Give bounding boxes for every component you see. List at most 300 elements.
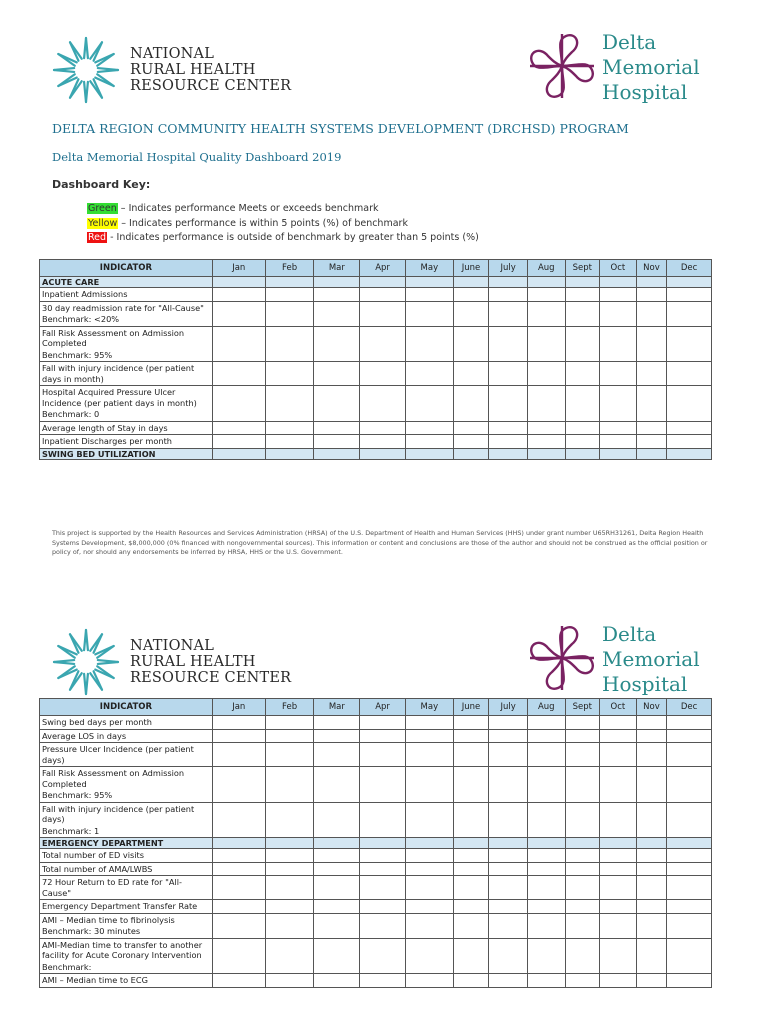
section-cell <box>405 277 453 288</box>
month-value-cell[interactable] <box>265 362 314 386</box>
month-value-cell[interactable] <box>314 288 360 302</box>
section-cell <box>360 838 406 849</box>
month-value-cell[interactable] <box>212 802 265 838</box>
month-value-cell[interactable] <box>405 301 453 326</box>
month-value-cell[interactable] <box>636 913 666 938</box>
section-cell <box>527 838 565 849</box>
month-value-cell[interactable] <box>565 386 600 422</box>
month-value-cell[interactable] <box>405 862 453 876</box>
indicator-cell <box>40 288 213 302</box>
month-value-cell[interactable] <box>667 802 712 838</box>
month-value-cell[interactable] <box>405 362 453 386</box>
month-value-cell[interactable] <box>489 716 528 730</box>
month-value-cell[interactable] <box>265 876 314 900</box>
section-cell <box>489 277 528 288</box>
month-value-cell[interactable] <box>360 876 406 900</box>
column-header-month: Oct <box>600 699 637 716</box>
month-value-cell[interactable] <box>265 386 314 422</box>
month-value-cell[interactable] <box>453 802 489 838</box>
indicator-cell <box>40 362 213 386</box>
month-value-cell[interactable] <box>360 435 406 449</box>
month-value-cell[interactable] <box>453 301 489 326</box>
month-value-cell[interactable] <box>360 729 406 743</box>
month-value-cell[interactable] <box>565 421 600 435</box>
column-header-month: Dec <box>667 260 712 277</box>
month-value-cell[interactable] <box>527 876 565 900</box>
table-row <box>40 974 712 988</box>
page-header <box>0 30 768 110</box>
month-value-cell[interactable] <box>667 974 712 988</box>
month-value-cell[interactable] <box>314 326 360 362</box>
month-value-cell[interactable] <box>565 767 600 803</box>
column-header-month: Dec <box>667 699 712 716</box>
column-header-month: Jan <box>212 260 265 277</box>
month-value-cell[interactable] <box>405 802 453 838</box>
month-value-cell[interactable] <box>489 849 528 863</box>
month-value-cell[interactable] <box>314 913 360 938</box>
month-value-cell[interactable] <box>405 435 453 449</box>
month-value-cell[interactable] <box>527 849 565 863</box>
page-header-2 <box>0 622 768 702</box>
month-value-cell[interactable] <box>600 301 637 326</box>
month-value-cell[interactable] <box>527 435 565 449</box>
nrhrc-logo <box>52 36 291 104</box>
month-value-cell[interactable] <box>527 743 565 767</box>
month-value-cell[interactable] <box>600 802 637 838</box>
month-value-cell[interactable] <box>565 900 600 914</box>
month-value-cell[interactable] <box>314 729 360 743</box>
month-value-cell[interactable] <box>212 938 265 974</box>
month-value-cell[interactable] <box>212 386 265 422</box>
column-header-month: Feb <box>265 699 314 716</box>
month-value-cell[interactable] <box>265 288 314 302</box>
month-value-cell[interactable] <box>405 900 453 914</box>
month-value-cell[interactable] <box>405 729 453 743</box>
month-value-cell[interactable] <box>600 326 637 362</box>
month-value-cell[interactable] <box>405 421 453 435</box>
month-value-cell[interactable] <box>667 743 712 767</box>
month-value-cell[interactable] <box>453 938 489 974</box>
table-header-row <box>40 699 712 716</box>
section-cell <box>314 838 360 849</box>
month-value-cell[interactable] <box>527 301 565 326</box>
month-value-cell[interactable] <box>667 900 712 914</box>
month-value-cell[interactable] <box>600 938 637 974</box>
table-row <box>40 421 712 435</box>
month-value-cell[interactable] <box>453 386 489 422</box>
month-value-cell[interactable] <box>667 729 712 743</box>
month-value-cell[interactable] <box>489 421 528 435</box>
section-label: EMERGENCY DEPARTMENT <box>40 838 213 849</box>
month-value-cell[interactable] <box>265 802 314 838</box>
month-value-cell[interactable] <box>265 435 314 449</box>
month-value-cell[interactable] <box>527 729 565 743</box>
month-value-cell[interactable] <box>453 767 489 803</box>
month-value-cell[interactable] <box>360 900 406 914</box>
month-value-cell[interactable] <box>565 802 600 838</box>
indicator-label: Total number of AMA/LWBS <box>42 863 153 874</box>
month-value-cell[interactable] <box>314 435 360 449</box>
month-value-cell[interactable] <box>453 900 489 914</box>
month-value-cell[interactable] <box>565 938 600 974</box>
month-value-cell[interactable] <box>667 767 712 803</box>
indicator-label: Total number of ED visits <box>42 850 144 860</box>
month-value-cell[interactable] <box>314 876 360 900</box>
month-value-cell[interactable] <box>600 862 637 876</box>
month-value-cell[interactable] <box>636 288 666 302</box>
month-value-cell[interactable] <box>265 743 314 767</box>
month-value-cell[interactable] <box>667 288 712 302</box>
month-value-cell[interactable] <box>636 862 666 876</box>
month-value-cell[interactable] <box>265 767 314 803</box>
month-value-cell[interactable] <box>360 938 406 974</box>
month-value-cell[interactable] <box>360 802 406 838</box>
month-value-cell[interactable] <box>265 900 314 914</box>
month-value-cell[interactable] <box>527 900 565 914</box>
indicator-label: AMI – Median time to fibrinolysis <box>42 914 175 925</box>
month-value-cell[interactable] <box>489 326 528 362</box>
column-header-indicator: INDICATOR <box>40 260 213 277</box>
month-value-cell[interactable] <box>212 913 265 938</box>
month-value-cell[interactable] <box>405 876 453 900</box>
month-value-cell[interactable] <box>212 288 265 302</box>
month-value-cell[interactable] <box>405 716 453 730</box>
month-value-cell[interactable] <box>667 938 712 974</box>
month-value-cell[interactable] <box>636 362 666 386</box>
month-value-cell[interactable] <box>489 386 528 422</box>
indicator-label: Inpatient Admissions <box>42 289 128 299</box>
month-value-cell[interactable] <box>636 974 666 988</box>
month-value-cell[interactable] <box>565 326 600 362</box>
month-value-cell[interactable] <box>360 421 406 435</box>
section-cell <box>405 448 453 459</box>
month-value-cell[interactable] <box>314 386 360 422</box>
section-label: ACUTE CARE <box>40 277 213 288</box>
month-value-cell[interactable] <box>314 849 360 863</box>
month-value-cell[interactable] <box>600 900 637 914</box>
month-value-cell[interactable] <box>600 849 637 863</box>
month-value-cell[interactable] <box>265 326 314 362</box>
month-value-cell[interactable] <box>314 802 360 838</box>
column-header-month: Nov <box>636 260 666 277</box>
month-value-cell[interactable] <box>314 900 360 914</box>
month-value-cell[interactable] <box>667 326 712 362</box>
section-cell <box>489 838 528 849</box>
indicator-cell <box>40 326 213 362</box>
section-row <box>40 448 712 459</box>
month-value-cell[interactable] <box>527 938 565 974</box>
month-value-cell[interactable] <box>489 743 528 767</box>
month-value-cell[interactable] <box>360 301 406 326</box>
month-value-cell[interactable] <box>527 716 565 730</box>
month-value-cell[interactable] <box>405 767 453 803</box>
indicator-label: AMI – Median time to ECG <box>42 975 148 985</box>
section-cell <box>453 277 489 288</box>
month-value-cell[interactable] <box>489 301 528 326</box>
month-value-cell[interactable] <box>405 938 453 974</box>
table-row <box>40 802 712 838</box>
month-value-cell[interactable] <box>600 421 637 435</box>
key-item-yellow: Yellow – Indicates performance is within 5 points (%) of benchmark <box>88 217 408 229</box>
month-value-cell[interactable] <box>636 938 666 974</box>
key-item-red: Red - Indicates performance is outside of benchmark by greater than 5 points (%) <box>88 232 479 243</box>
month-value-cell[interactable] <box>527 767 565 803</box>
month-value-cell[interactable] <box>265 716 314 730</box>
month-value-cell[interactable] <box>212 301 265 326</box>
month-value-cell[interactable] <box>212 743 265 767</box>
month-value-cell[interactable] <box>360 716 406 730</box>
month-value-cell[interactable] <box>265 421 314 435</box>
month-value-cell[interactable] <box>565 301 600 326</box>
month-value-cell[interactable] <box>600 435 637 449</box>
column-header-month: Apr <box>360 260 406 277</box>
month-value-cell[interactable] <box>453 849 489 863</box>
table-row <box>40 386 712 422</box>
month-value-cell[interactable] <box>527 862 565 876</box>
section-cell <box>600 838 637 849</box>
month-value-cell[interactable] <box>565 435 600 449</box>
month-value-cell[interactable] <box>453 913 489 938</box>
month-value-cell[interactable] <box>565 362 600 386</box>
dmh-logo <box>526 622 700 697</box>
month-value-cell[interactable] <box>667 716 712 730</box>
month-value-cell[interactable] <box>527 326 565 362</box>
indicator-label: 72 Hour Return to ED rate for "All-Cause" <box>42 877 182 898</box>
table-row <box>40 862 712 876</box>
month-value-cell[interactable] <box>360 362 406 386</box>
indicator-cell <box>40 729 213 743</box>
month-value-cell[interactable] <box>453 729 489 743</box>
table-row <box>40 288 712 302</box>
month-value-cell[interactable] <box>212 849 265 863</box>
month-value-cell[interactable] <box>636 900 666 914</box>
table-row <box>40 849 712 863</box>
month-value-cell[interactable] <box>600 767 637 803</box>
month-value-cell[interactable] <box>489 900 528 914</box>
month-value-cell[interactable] <box>565 862 600 876</box>
month-value-cell[interactable] <box>527 288 565 302</box>
month-value-cell[interactable] <box>489 729 528 743</box>
month-value-cell[interactable] <box>600 288 637 302</box>
month-value-cell[interactable] <box>489 938 528 974</box>
month-value-cell[interactable] <box>314 974 360 988</box>
month-value-cell[interactable] <box>527 913 565 938</box>
month-value-cell[interactable] <box>314 767 360 803</box>
month-value-cell[interactable] <box>636 301 666 326</box>
month-value-cell[interactable] <box>527 974 565 988</box>
month-value-cell[interactable] <box>489 288 528 302</box>
month-value-cell[interactable] <box>265 301 314 326</box>
month-value-cell[interactable] <box>405 974 453 988</box>
month-value-cell[interactable] <box>212 716 265 730</box>
month-value-cell[interactable] <box>314 938 360 974</box>
month-value-cell[interactable] <box>212 421 265 435</box>
month-value-cell[interactable] <box>527 362 565 386</box>
month-value-cell[interactable] <box>265 974 314 988</box>
month-value-cell[interactable] <box>360 913 406 938</box>
month-value-cell[interactable] <box>360 849 406 863</box>
month-value-cell[interactable] <box>212 974 265 988</box>
month-value-cell[interactable] <box>600 386 637 422</box>
table-header-row <box>40 260 712 277</box>
month-value-cell[interactable] <box>667 876 712 900</box>
month-value-cell[interactable] <box>636 876 666 900</box>
month-value-cell[interactable] <box>565 729 600 743</box>
red-swatch: Red <box>88 232 107 243</box>
section-cell <box>212 448 265 459</box>
month-value-cell[interactable] <box>527 386 565 422</box>
column-header-month: Mar <box>314 699 360 716</box>
month-value-cell[interactable] <box>600 876 637 900</box>
indicator-label: Fall Risk Assessment on Admission Completed <box>42 768 185 789</box>
month-value-cell[interactable] <box>360 974 406 988</box>
month-value-cell[interactable] <box>565 913 600 938</box>
month-value-cell[interactable] <box>489 913 528 938</box>
dashboard-key <box>87 202 479 246</box>
month-value-cell[interactable] <box>667 362 712 386</box>
month-value-cell[interactable] <box>453 876 489 900</box>
month-value-cell[interactable] <box>314 301 360 326</box>
indicator-cell <box>40 938 213 974</box>
month-value-cell[interactable] <box>565 288 600 302</box>
month-value-cell[interactable] <box>314 421 360 435</box>
month-value-cell[interactable] <box>667 435 712 449</box>
month-value-cell[interactable] <box>265 849 314 863</box>
month-value-cell[interactable] <box>489 802 528 838</box>
month-value-cell[interactable] <box>405 288 453 302</box>
month-value-cell[interactable] <box>565 849 600 863</box>
month-value-cell[interactable] <box>212 767 265 803</box>
month-value-cell[interactable] <box>453 743 489 767</box>
benchmark-label: Benchmark: 1 <box>42 825 100 836</box>
month-value-cell[interactable] <box>360 326 406 362</box>
month-value-cell[interactable] <box>527 802 565 838</box>
grant-footnote: This project is supported by the Health Resources and Services Administration (HRSA) of the U.S. Department of Health and Human Services (HHS) under grant number U65RH31261, Delta Region Health Systems Development, $8,000,000 (0% financed with nongovernmental sources). This information or content and conclusions are those of the author and should not be construed as the official position or policy of, nor should any endorsements be inferred by HRSA, HHS or the U.S. Government. <box>52 529 708 556</box>
month-value-cell[interactable] <box>489 767 528 803</box>
month-value-cell[interactable] <box>212 362 265 386</box>
month-value-cell[interactable] <box>667 849 712 863</box>
month-value-cell[interactable] <box>636 802 666 838</box>
indicator-cell <box>40 767 213 803</box>
month-value-cell[interactable] <box>453 974 489 988</box>
section-cell <box>489 448 528 459</box>
month-value-cell[interactable] <box>453 288 489 302</box>
month-value-cell[interactable] <box>360 288 406 302</box>
month-value-cell[interactable] <box>212 876 265 900</box>
section-cell <box>565 838 600 849</box>
month-value-cell[interactable] <box>600 362 637 386</box>
indicator-label: Fall with injury incidence (per patient days in month) <box>42 363 195 384</box>
month-value-cell[interactable] <box>489 862 528 876</box>
nrhrc-logo-text: NATIONAL RURAL HEALTH RESOURCE CENTER <box>130 638 292 686</box>
month-value-cell[interactable] <box>405 326 453 362</box>
month-value-cell[interactable] <box>636 386 666 422</box>
month-value-cell[interactable] <box>667 301 712 326</box>
month-value-cell[interactable] <box>489 876 528 900</box>
month-value-cell[interactable] <box>453 716 489 730</box>
section-cell <box>265 448 314 459</box>
month-value-cell[interactable] <box>527 421 565 435</box>
benchmark-label: Benchmark: <20% <box>42 314 120 324</box>
month-value-cell[interactable] <box>636 435 666 449</box>
yellow-swatch: Yellow <box>88 217 118 229</box>
month-value-cell[interactable] <box>636 729 666 743</box>
month-value-cell[interactable] <box>636 326 666 362</box>
month-value-cell[interactable] <box>636 421 666 435</box>
indicator-label: Hospital Acquired Pressure Ulcer Incidence (per patient days in month) <box>42 387 197 408</box>
month-value-cell[interactable] <box>565 743 600 767</box>
month-value-cell[interactable] <box>360 743 406 767</box>
month-value-cell[interactable] <box>405 913 453 938</box>
indicator-label: Average length of Stay in days <box>42 422 168 433</box>
month-value-cell[interactable] <box>405 386 453 422</box>
month-value-cell[interactable] <box>265 913 314 938</box>
month-value-cell[interactable] <box>600 974 637 988</box>
month-value-cell[interactable] <box>265 729 314 743</box>
month-value-cell[interactable] <box>565 974 600 988</box>
month-value-cell[interactable] <box>667 913 712 938</box>
section-cell <box>636 838 666 849</box>
month-value-cell[interactable] <box>405 849 453 863</box>
month-value-cell[interactable] <box>667 421 712 435</box>
month-value-cell[interactable] <box>636 716 666 730</box>
month-value-cell[interactable] <box>489 362 528 386</box>
column-header-month: Aug <box>527 699 565 716</box>
section-cell <box>314 277 360 288</box>
month-value-cell[interactable] <box>212 900 265 914</box>
month-value-cell[interactable] <box>314 716 360 730</box>
indicator-cell <box>40 913 213 938</box>
hospital-mark-icon <box>526 30 598 102</box>
month-value-cell[interactable] <box>265 862 314 876</box>
month-value-cell[interactable] <box>314 743 360 767</box>
month-value-cell[interactable] <box>565 716 600 730</box>
month-value-cell[interactable] <box>453 326 489 362</box>
month-value-cell[interactable] <box>265 938 314 974</box>
month-value-cell[interactable] <box>489 974 528 988</box>
month-value-cell[interactable] <box>489 435 528 449</box>
month-value-cell[interactable] <box>600 716 637 730</box>
month-value-cell[interactable] <box>636 849 666 863</box>
month-value-cell[interactable] <box>565 876 600 900</box>
column-header-month: June <box>453 699 489 716</box>
month-value-cell[interactable] <box>636 743 666 767</box>
month-value-cell[interactable] <box>360 862 406 876</box>
month-value-cell[interactable] <box>600 743 637 767</box>
section-row <box>40 838 712 849</box>
month-value-cell[interactable] <box>212 729 265 743</box>
month-value-cell[interactable] <box>600 729 637 743</box>
month-value-cell[interactable] <box>212 862 265 876</box>
month-value-cell[interactable] <box>453 862 489 876</box>
month-value-cell[interactable] <box>636 767 666 803</box>
month-value-cell[interactable] <box>600 913 637 938</box>
month-value-cell[interactable] <box>453 421 489 435</box>
month-value-cell[interactable] <box>453 362 489 386</box>
month-value-cell[interactable] <box>360 767 406 803</box>
month-value-cell[interactable] <box>212 435 265 449</box>
month-value-cell[interactable] <box>360 386 406 422</box>
month-value-cell[interactable] <box>212 326 265 362</box>
month-value-cell[interactable] <box>314 862 360 876</box>
section-cell <box>636 277 666 288</box>
month-value-cell[interactable] <box>667 386 712 422</box>
month-value-cell[interactable] <box>453 435 489 449</box>
month-value-cell[interactable] <box>667 862 712 876</box>
month-value-cell[interactable] <box>314 362 360 386</box>
indicator-cell <box>40 802 213 838</box>
month-value-cell[interactable] <box>405 743 453 767</box>
